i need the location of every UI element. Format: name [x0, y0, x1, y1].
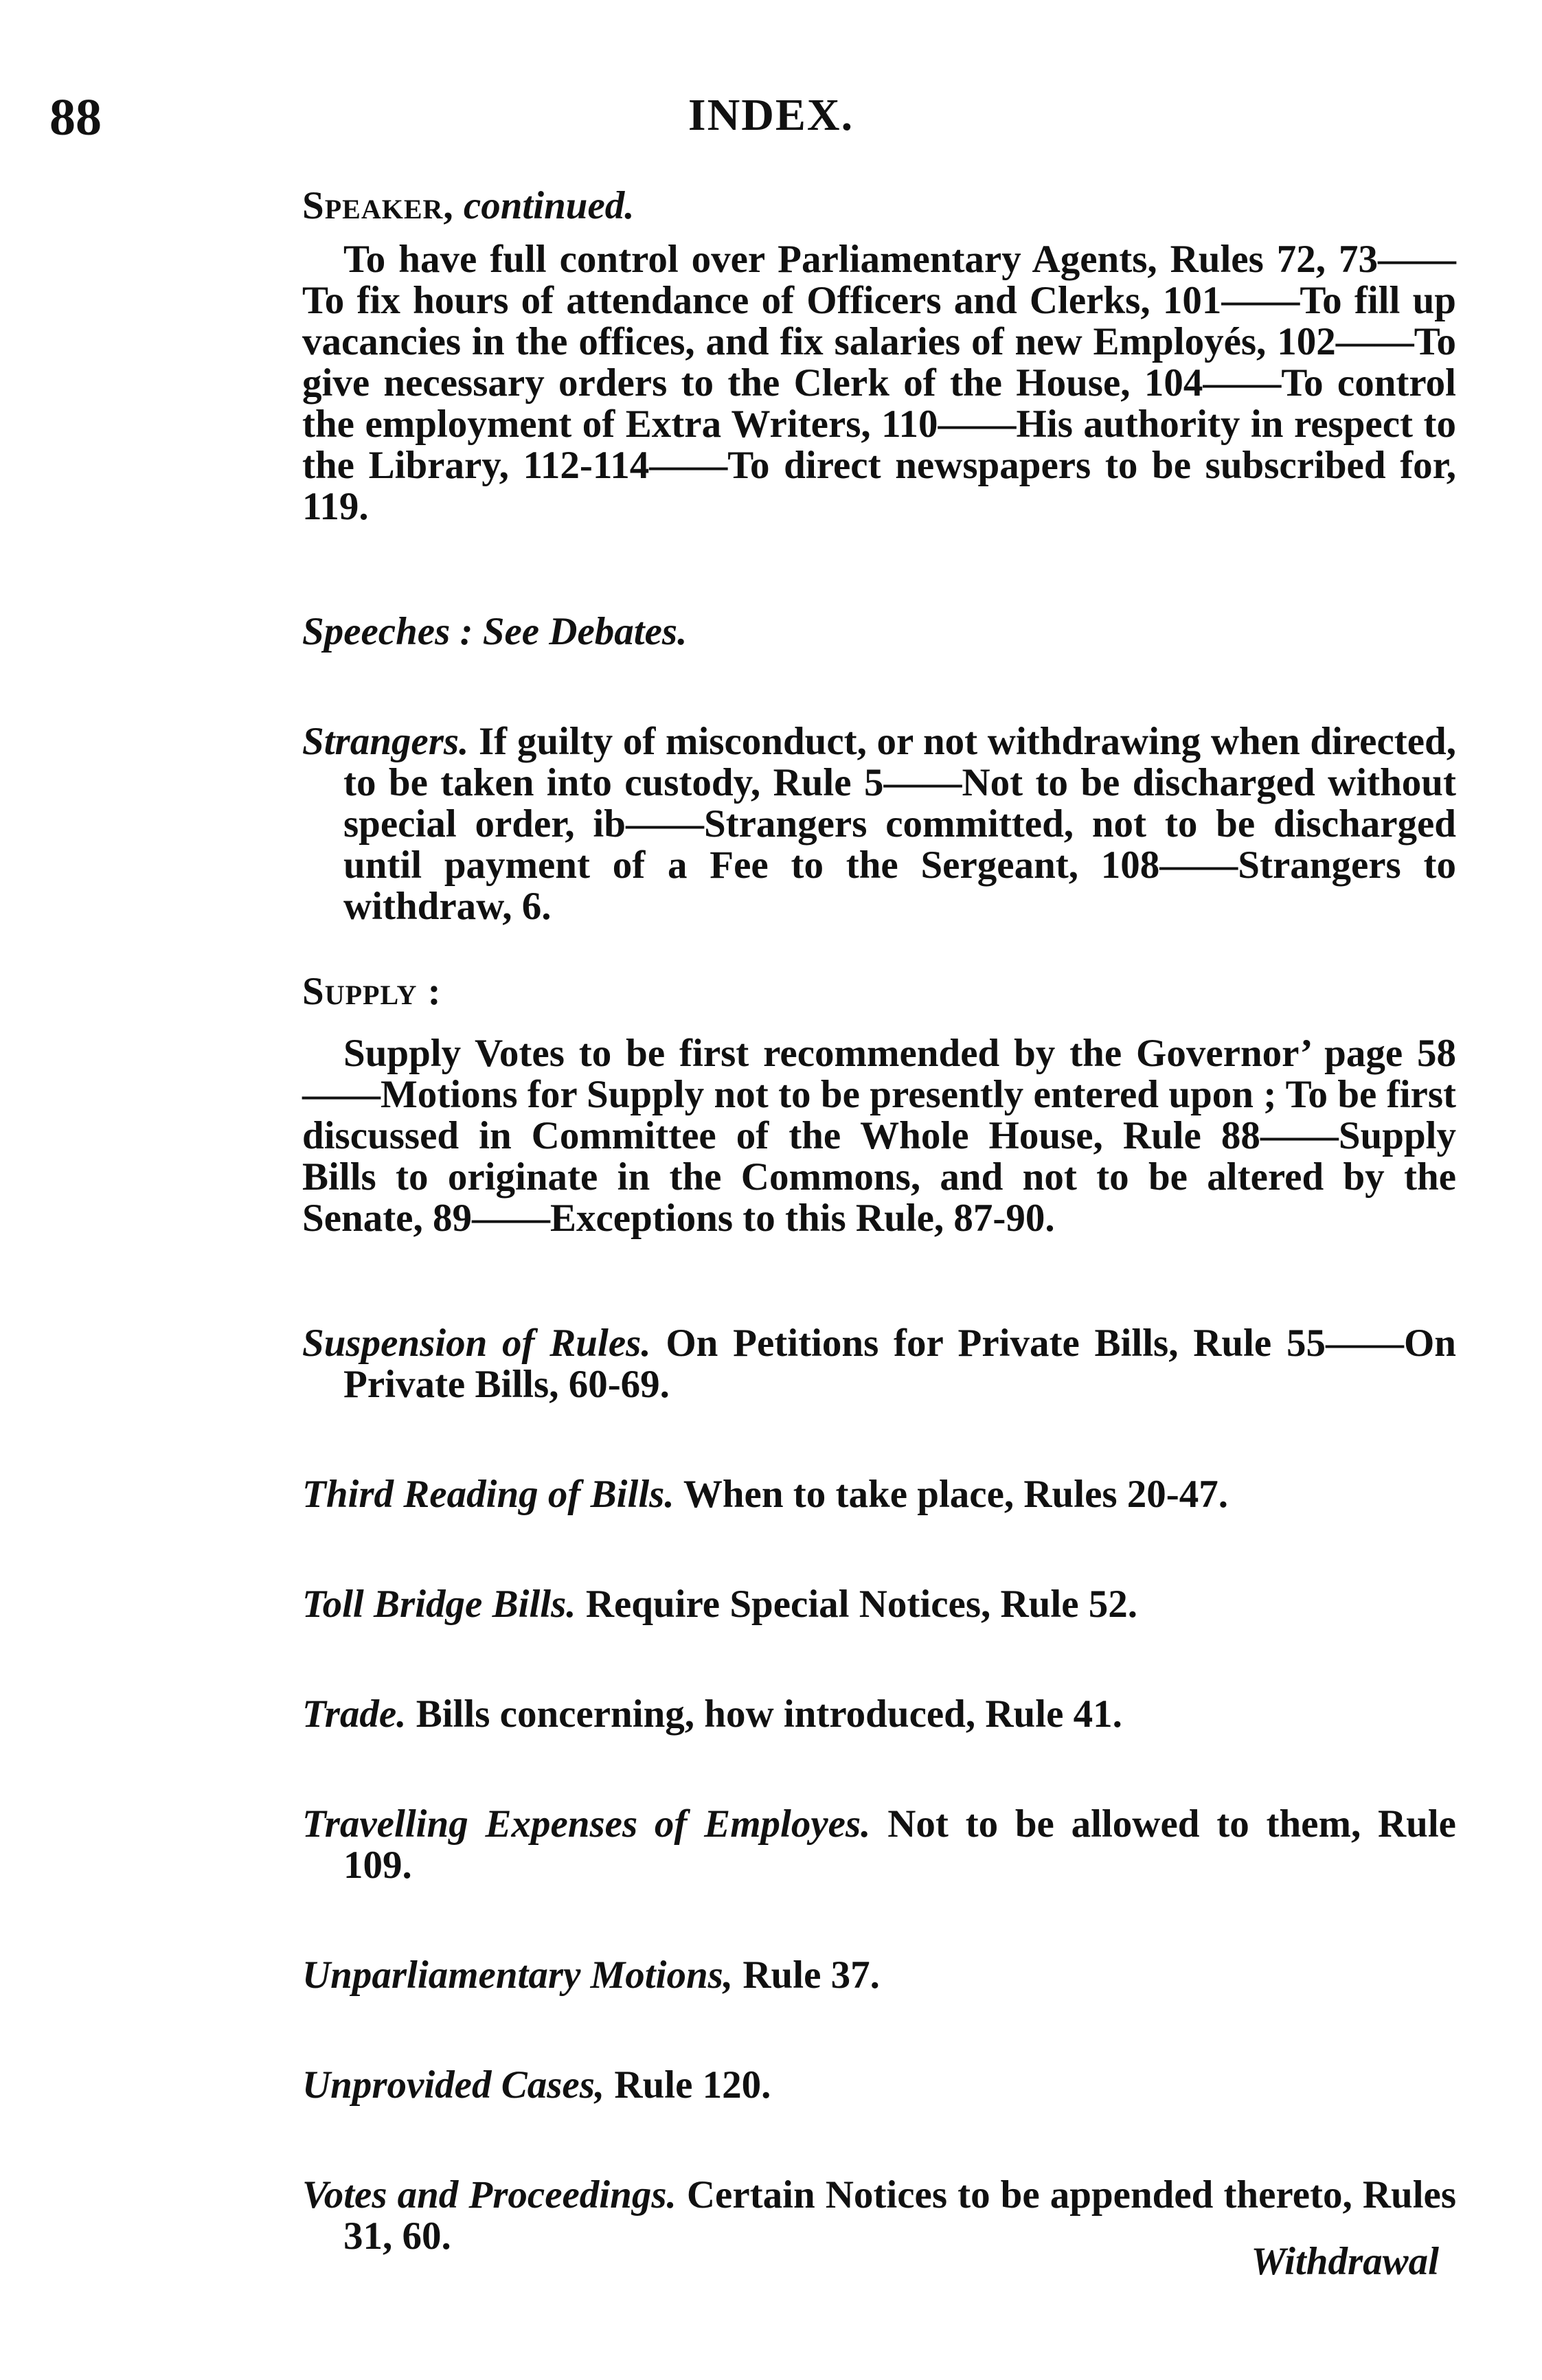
index-entry-trade	[302, 1694, 1456, 1735]
entry-text: Rule 37.	[742, 1953, 880, 1997]
entry-text: Rule 120.	[614, 2063, 771, 2107]
supply-entry-text: Supply Votes to be first recommended by the Governor’ page 58——Motions for Supply not to be presently entered upon ; To be first discussed in Committee of the Whole House, Rule 88——Supply Bills to originate in the Commons, and not to be altered by the Senate, 89——Exceptions to this Rule, 87-90.	[302, 1032, 1456, 1240]
entry-text: If guilty of misconduct, or not withdrawing when directed, to be taken into custody, Rule 5——Not to be discharged without special order, ib——Strangers committed, not to be discharged until payment of a Fee to the Sergeant, 108——Strangers to withdraw, 6.	[343, 720, 1456, 928]
entry-term: Strangers.	[302, 720, 469, 763]
speaker-heading-suffix: continued.	[463, 184, 635, 227]
entry-term: Unparliamentary Motions,	[302, 1953, 734, 1997]
entry-term: Third Reading of Bills.	[302, 1473, 674, 1516]
entry-text: Not to be allowed to them, Rule 109.	[343, 1802, 1456, 1887]
entry-text: On Petitions for Private Bills, Rule 55——On Private Bills, 60-69.	[343, 1322, 1457, 1406]
entry-text: Bills concerning, how introduced, Rule 41.	[416, 1692, 1122, 1736]
running-head: INDEX.	[688, 90, 854, 140]
speaker-entry-text: To have full control over Parliamentary Agents, Rules 72, 73——To fix hours of attendance of Officers and Clerks, 101——To fill up vacancies in the offices, and fix salaries of new Employés, 102——To give necessary orders to the Clerk of the House, 104——To control the employment of Extra Writers, 110——His authority in respect to the Library, 112-114——To direct newspapers to be subscribed for, 119.	[302, 238, 1456, 528]
catchword: Withdrawal	[1251, 2240, 1439, 2283]
index-entry-unparliamentary	[302, 1955, 1456, 1996]
speaker-heading-term: Speaker,	[302, 184, 454, 227]
entry-term: Suspension of Rules.	[302, 1322, 651, 1365]
entry-term: Toll Bridge Bills.	[302, 1583, 576, 1626]
entry-term: Votes and Proceedings.	[302, 2173, 677, 2217]
speaker-heading	[302, 185, 1456, 227]
entry-term: Travelling Expenses of Employes.	[302, 1802, 871, 1846]
entry-term: Trade.	[302, 1692, 407, 1736]
index-entry-suspension	[302, 1323, 1456, 1405]
index-entry-speeches	[302, 611, 1456, 653]
index-entry-third-reading	[302, 1474, 1456, 1515]
index-content	[302, 185, 1456, 2257]
entry-term: Speeches : See Debates.	[302, 610, 688, 653]
entry-text: Require Special Notices, Rule 52.	[585, 1583, 1138, 1626]
index-entry-strangers	[302, 721, 1456, 927]
index-entry-unprovided	[302, 2065, 1456, 2106]
entry-text: When to take place, Rules 20-47.	[683, 1473, 1229, 1516]
entry-text: Certain Notices to be appended thereto, Rules 31, 60.	[343, 2173, 1457, 2258]
index-entry-travelling-expenses	[302, 1804, 1456, 1886]
entry-term: Unprovided Cases,	[302, 2063, 605, 2107]
page-number: 88	[49, 89, 102, 146]
supply-heading: Supply :	[302, 970, 442, 1013]
index-entry-toll-bridge	[302, 1584, 1456, 1625]
